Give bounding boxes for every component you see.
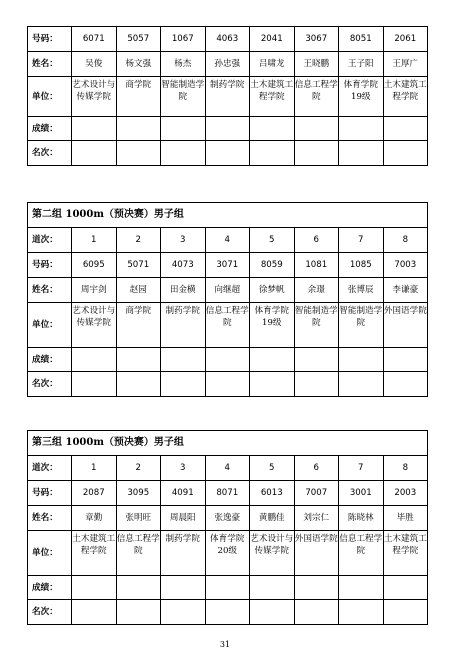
table-row — [28, 228, 428, 253]
lane-cell: 3 — [161, 228, 206, 253]
number-cell: 8059 — [250, 253, 295, 278]
score-cell — [339, 348, 384, 372]
rank-cell — [250, 141, 295, 166]
rank-label: 名次： — [28, 372, 72, 397]
score-cell — [161, 576, 206, 600]
number-cell: 4091 — [161, 481, 206, 506]
score-cell — [294, 576, 339, 600]
name-cell: 吴俊 — [72, 52, 117, 77]
group3-table — [27, 430, 428, 625]
group2-table — [27, 202, 428, 397]
unit-cell: 制药学院 — [161, 303, 206, 348]
lane-cell: 5 — [250, 456, 295, 481]
score-cell — [72, 576, 117, 600]
rank-cell — [383, 600, 428, 625]
page-number: 31 — [219, 640, 231, 649]
unit-cell: 艺术设计与传媒学院 — [72, 303, 117, 348]
group-title: 第二组 1000m（预决赛）男子组 — [28, 203, 428, 228]
number-cell: 6013 — [250, 481, 295, 506]
unit-label: 单位： — [28, 531, 72, 576]
score-label: 成绩： — [28, 348, 72, 372]
rank-cell — [72, 372, 117, 397]
lane-cell: 8 — [383, 456, 428, 481]
number-cell: 4073 — [161, 253, 206, 278]
score-cell — [250, 348, 295, 372]
score-cell — [116, 348, 161, 372]
rank-cell — [116, 372, 161, 397]
number-cell: 1067 — [161, 27, 206, 52]
unit-cell: 信息工程学院 — [339, 531, 384, 576]
unit-cell: 外国语学院 — [383, 303, 428, 348]
name-cell: 王厚广 — [383, 52, 428, 77]
rank-cell — [294, 141, 339, 166]
score-cell — [383, 576, 428, 600]
unit-cell: 智能制造学院 — [339, 303, 384, 348]
unit-cell: 体育学院19级 — [339, 77, 384, 117]
lane-label: 道次： — [28, 228, 72, 253]
number-cell: 5057 — [116, 27, 161, 52]
name-cell: 徐梦帆 — [250, 278, 295, 303]
score-label: 成绩： — [28, 576, 72, 600]
name-cell: 田金横 — [161, 278, 206, 303]
score-cell — [205, 348, 250, 372]
name-cell: 赵园 — [116, 278, 161, 303]
number-cell: 8051 — [339, 27, 384, 52]
name-cell: 向继超 — [205, 278, 250, 303]
rank-cell — [339, 372, 384, 397]
number-cell: 3067 — [294, 27, 339, 52]
name-cell: 孙忠强 — [205, 52, 250, 77]
table-row — [28, 253, 428, 278]
rank-cell — [294, 372, 339, 397]
score-cell — [383, 348, 428, 372]
score-cell — [339, 576, 384, 600]
lane-cell: 6 — [294, 456, 339, 481]
score-cell — [339, 117, 384, 141]
number-cell: 8071 — [205, 481, 250, 506]
lane-cell: 3 — [161, 456, 206, 481]
unit-label: 单位： — [28, 303, 72, 348]
number-cell: 4063 — [205, 27, 250, 52]
table-row — [28, 531, 428, 576]
unit-cell: 艺术设计与传媒学院 — [250, 531, 295, 576]
name-label: 姓名： — [28, 506, 72, 531]
lane-cell: 4 — [205, 456, 250, 481]
lane-cell: 7 — [339, 456, 384, 481]
lane-cell: 7 — [339, 228, 384, 253]
unit-cell: 制药学院 — [161, 531, 206, 576]
score-label: 成绩： — [28, 117, 72, 141]
lane-cell: 6 — [294, 228, 339, 253]
rank-cell — [205, 600, 250, 625]
name-cell: 毕胜 — [383, 506, 428, 531]
lane-cell: 8 — [383, 228, 428, 253]
number-cell: 3095 — [116, 481, 161, 506]
unit-cell: 信息工程学院 — [116, 531, 161, 576]
score-cell — [116, 576, 161, 600]
unit-cell: 土木建筑工程学院 — [383, 77, 428, 117]
table-row — [28, 27, 428, 52]
rank-label: 名次： — [28, 141, 72, 166]
unit-cell: 土木建筑工程学院 — [250, 77, 295, 117]
name-cell: 吕啸龙 — [250, 52, 295, 77]
rank-cell — [339, 600, 384, 625]
number-cell: 2003 — [383, 481, 428, 506]
number-label: 号码： — [28, 481, 72, 506]
number-cell: 7007 — [294, 481, 339, 506]
rank-label: 名次： — [28, 600, 72, 625]
lane-cell: 4 — [205, 228, 250, 253]
unit-cell: 商学院 — [116, 77, 161, 117]
unit-cell: 信息工程学院 — [294, 77, 339, 117]
rank-cell — [205, 141, 250, 166]
rank-cell — [161, 372, 206, 397]
score-cell — [161, 348, 206, 372]
table-row — [28, 481, 428, 506]
name-cell: 杨文强 — [116, 52, 161, 77]
unit-cell: 商学院 — [116, 303, 161, 348]
score-cell — [72, 117, 117, 141]
score-cell — [205, 117, 250, 141]
number-cell: 2061 — [383, 27, 428, 52]
name-cell: 周晨阳 — [161, 506, 206, 531]
unit-cell: 土木建筑工程学院 — [72, 531, 117, 576]
table-row — [28, 600, 428, 625]
rank-cell — [72, 600, 117, 625]
score-cell — [383, 117, 428, 141]
name-cell: 陈晓林 — [339, 506, 384, 531]
table-row — [28, 431, 428, 456]
number-cell: 2087 — [72, 481, 117, 506]
name-cell: 章勤 — [72, 506, 117, 531]
name-cell: 王子阳 — [339, 52, 384, 77]
rank-cell — [116, 600, 161, 625]
number-label: 号码： — [28, 253, 72, 278]
name-cell: 余璟 — [294, 278, 339, 303]
table-row — [28, 141, 428, 166]
unit-label: 单位： — [28, 77, 72, 117]
table-row — [28, 576, 428, 600]
rank-cell — [250, 600, 295, 625]
name-cell: 张博辰 — [339, 278, 384, 303]
score-cell — [250, 117, 295, 141]
score-cell — [294, 117, 339, 141]
number-label: 号码： — [28, 27, 72, 52]
number-cell: 1085 — [339, 253, 384, 278]
rank-cell — [72, 141, 117, 166]
unit-cell: 土木建筑工程学院 — [383, 531, 428, 576]
rank-cell — [339, 141, 384, 166]
unit-cell: 体育学院20级 — [205, 531, 250, 576]
number-cell: 7003 — [383, 253, 428, 278]
table-row — [28, 52, 428, 77]
number-cell: 6071 — [72, 27, 117, 52]
score-cell — [250, 576, 295, 600]
lane-label: 道次： — [28, 456, 72, 481]
table-row — [28, 117, 428, 141]
table-row — [28, 372, 428, 397]
table-row — [28, 303, 428, 348]
lane-cell: 2 — [116, 228, 161, 253]
number-cell: 2041 — [250, 27, 295, 52]
table-row — [28, 77, 428, 117]
table-row — [28, 278, 428, 303]
unit-cell: 体育学院19级 — [250, 303, 295, 348]
number-cell: 3001 — [339, 481, 384, 506]
name-cell: 黄鹏佳 — [250, 506, 295, 531]
number-cell: 3071 — [205, 253, 250, 278]
score-cell — [116, 117, 161, 141]
rank-cell — [161, 141, 206, 166]
name-cell: 刘宗仁 — [294, 506, 339, 531]
score-cell — [161, 117, 206, 141]
unit-cell: 外国语学院 — [294, 531, 339, 576]
rank-cell — [383, 372, 428, 397]
score-cell — [72, 348, 117, 372]
score-cell — [205, 576, 250, 600]
rank-cell — [116, 141, 161, 166]
group1-table — [27, 26, 428, 166]
lane-cell: 2 — [116, 456, 161, 481]
rank-cell — [205, 372, 250, 397]
lane-cell: 1 — [72, 456, 117, 481]
name-cell: 杨杰 — [161, 52, 206, 77]
name-label: 姓名： — [28, 52, 72, 77]
rank-cell — [383, 141, 428, 166]
table-row — [28, 456, 428, 481]
unit-cell: 信息工程学院 — [205, 303, 250, 348]
name-label: 姓名： — [28, 278, 72, 303]
unit-cell: 智能制造学院 — [161, 77, 206, 117]
rank-cell — [250, 372, 295, 397]
group-title: 第三组 1000m（预决赛）男子组 — [28, 431, 428, 456]
lane-cell: 5 — [250, 228, 295, 253]
rank-cell — [294, 600, 339, 625]
unit-cell: 制药学院 — [205, 77, 250, 117]
unit-cell: 智能制造学院 — [294, 303, 339, 348]
table-row — [28, 348, 428, 372]
number-cell: 6095 — [72, 253, 117, 278]
table-row — [28, 506, 428, 531]
unit-cell: 艺术设计与传媒学院 — [72, 77, 117, 117]
name-cell: 张逸豪 — [205, 506, 250, 531]
name-cell: 周宇剑 — [72, 278, 117, 303]
lane-cell: 1 — [72, 228, 117, 253]
number-cell: 1081 — [294, 253, 339, 278]
name-cell: 王晓鹏 — [294, 52, 339, 77]
table-row — [28, 203, 428, 228]
number-cell: 5071 — [116, 253, 161, 278]
score-cell — [294, 348, 339, 372]
name-cell: 张明旺 — [116, 506, 161, 531]
rank-cell — [161, 600, 206, 625]
name-cell: 李谦豪 — [383, 278, 428, 303]
